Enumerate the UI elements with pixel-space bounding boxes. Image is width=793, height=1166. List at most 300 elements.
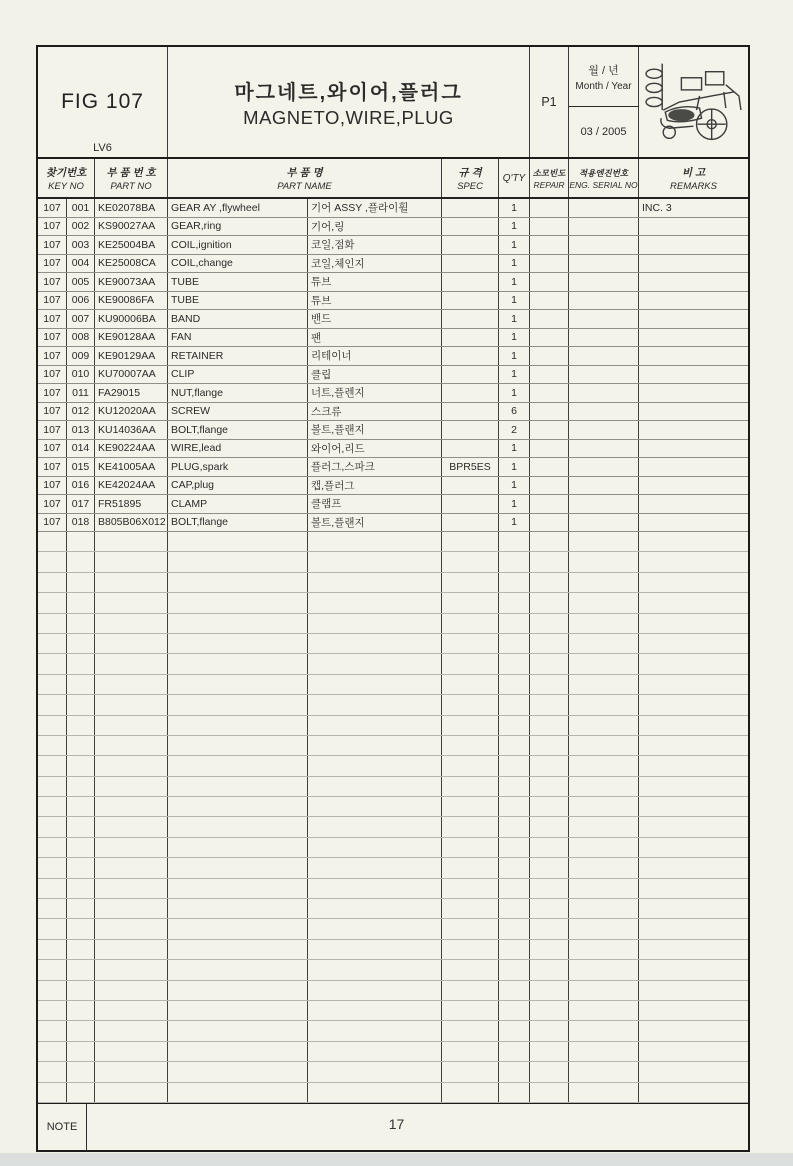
cell-qty (499, 981, 530, 1000)
empty-table-row (38, 654, 748, 674)
cell-key (67, 756, 95, 775)
cell-repair (530, 532, 569, 551)
cell-fig: 107 (38, 514, 67, 532)
cell-eng-serial (569, 273, 639, 291)
cell-spec (442, 514, 499, 532)
cell-repair (530, 273, 569, 291)
cell-part-no: KU14036AA (95, 421, 168, 439)
cell-name-en (168, 1001, 308, 1020)
empty-table-row (38, 552, 748, 572)
cell-fig: 107 (38, 255, 67, 273)
empty-table-row (38, 573, 748, 593)
cell-repair (530, 366, 569, 384)
cell-fig: 107 (38, 329, 67, 347)
cell-name-ko: 너트,플렌지 (308, 384, 442, 402)
cell-name-en (168, 552, 308, 571)
table-row (38, 329, 748, 348)
cell-eng-serial (569, 797, 639, 816)
cell-name-ko (308, 981, 442, 1000)
cell-key: 011 (67, 384, 95, 402)
cell-key (67, 838, 95, 857)
cell-eng-serial (569, 310, 639, 328)
empty-table-row (38, 797, 748, 817)
cell-remarks (639, 879, 748, 898)
cell-key: 007 (67, 310, 95, 328)
cell-key: 010 (67, 366, 95, 384)
cell-key (67, 593, 95, 612)
cell-spec (442, 716, 499, 735)
cell-name-ko (308, 899, 442, 918)
empty-table-row (38, 1001, 748, 1021)
cell-spec (442, 199, 499, 217)
cell-part-no: KE90073AA (95, 273, 168, 291)
cell-remarks (639, 899, 748, 918)
cell-qty (499, 858, 530, 877)
table-row (38, 384, 748, 403)
col-header-eng-serial-korean: 적용엔진번호 (578, 167, 629, 178)
cell-remarks (639, 440, 748, 458)
cell-name-en (168, 899, 308, 918)
cell-repair (530, 199, 569, 217)
cell-name-ko (308, 654, 442, 673)
cell-name-ko (308, 614, 442, 633)
cell-name-ko (308, 919, 442, 938)
cell-part-no: FA29015 (95, 384, 168, 402)
title-cell (168, 47, 530, 157)
cell-fig (38, 1042, 67, 1061)
cell-fig: 107 (38, 440, 67, 458)
cell-key (67, 879, 95, 898)
cell-qty (499, 736, 530, 755)
cell-name-en (168, 634, 308, 653)
cell-part-no (95, 1001, 168, 1020)
cell-key (67, 817, 95, 836)
cell-fig (38, 817, 67, 836)
cell-fig (38, 614, 67, 633)
cell-qty (499, 573, 530, 592)
cell-part-no: KE25004BA (95, 236, 168, 254)
cell-name-en (168, 1042, 308, 1061)
cell-part-no: KE41005AA (95, 458, 168, 476)
cell-name-en: COIL,change (168, 255, 308, 273)
cell-qty (499, 879, 530, 898)
cell-key: 017 (67, 495, 95, 513)
cell-repair (530, 960, 569, 979)
cell-qty: 1 (499, 347, 530, 365)
cell-qty (499, 1001, 530, 1020)
cell-name-en: COIL,ignition (168, 236, 308, 254)
cell-fig: 107 (38, 199, 67, 217)
cell-fig: 107 (38, 384, 67, 402)
col-header-eng-serial-english: ENG. SERIAL NO (569, 179, 638, 190)
cell-spec (442, 1021, 499, 1040)
cell-spec (442, 736, 499, 755)
cell-spec (442, 777, 499, 796)
cell-fig: 107 (38, 273, 67, 291)
cell-name-en (168, 858, 308, 877)
cell-eng-serial (569, 654, 639, 673)
cell-fig (38, 675, 67, 694)
cell-name-en (168, 614, 308, 633)
cell-key: 013 (67, 421, 95, 439)
cell-key: 008 (67, 329, 95, 347)
cell-eng-serial (569, 695, 639, 714)
parts-table (36, 45, 750, 1152)
cell-eng-serial (569, 614, 639, 633)
cell-name-en (168, 695, 308, 714)
empty-table-row (38, 695, 748, 715)
cell-part-no: KS90027AA (95, 218, 168, 236)
cell-key (67, 695, 95, 714)
cell-name-ko: 기어 ASSY ,플라이휠 (308, 199, 442, 217)
cell-remarks (639, 347, 748, 365)
cell-remarks (639, 255, 748, 273)
cell-qty (499, 940, 530, 959)
cell-name-en (168, 756, 308, 775)
cell-key (67, 675, 95, 694)
cell-spec (442, 440, 499, 458)
cell-key (67, 919, 95, 938)
cell-key (67, 716, 95, 735)
cell-spec (442, 495, 499, 513)
empty-table-row (38, 981, 748, 1001)
month-year-cell (569, 47, 639, 157)
cell-name-en: BOLT,flange (168, 514, 308, 532)
cell-eng-serial (569, 960, 639, 979)
cell-name-ko: 캡,플러그 (308, 477, 442, 495)
cell-eng-serial (569, 199, 639, 217)
cell-qty (499, 899, 530, 918)
cell-spec (442, 384, 499, 402)
cell-spec (442, 879, 499, 898)
cell-repair (530, 329, 569, 347)
cell-name-ko (308, 552, 442, 571)
cell-repair (530, 838, 569, 857)
cell-key (67, 532, 95, 551)
cell-fig (38, 960, 67, 979)
cell-repair (530, 477, 569, 495)
cell-fig (38, 797, 67, 816)
table-row (38, 199, 748, 218)
cell-spec (442, 421, 499, 439)
cell-eng-serial (569, 981, 639, 1000)
cell-part-no: KE25008CA (95, 255, 168, 273)
cell-eng-serial (569, 716, 639, 735)
page-code-cell (530, 47, 569, 157)
empty-table-row (38, 736, 748, 756)
cell-spec (442, 593, 499, 612)
cell-name-ko: 클립 (308, 366, 442, 384)
empty-table-row (38, 879, 748, 899)
cell-name-en (168, 960, 308, 979)
empty-table-row (38, 1042, 748, 1062)
cell-qty (499, 817, 530, 836)
cell-qty: 1 (499, 218, 530, 236)
cell-part-no (95, 573, 168, 592)
cell-remarks (639, 552, 748, 571)
cell-key (67, 1062, 95, 1081)
cell-key: 014 (67, 440, 95, 458)
cell-qty: 1 (499, 477, 530, 495)
cell-repair (530, 236, 569, 254)
cell-name-ko (308, 1062, 442, 1081)
cell-qty (499, 634, 530, 653)
cell-fig (38, 593, 67, 612)
cell-eng-serial (569, 495, 639, 513)
cell-name-en (168, 654, 308, 673)
cell-name-ko (308, 940, 442, 959)
cell-remarks (639, 1001, 748, 1020)
cell-name-ko (308, 777, 442, 796)
cell-part-no: KE42024AA (95, 477, 168, 495)
cell-name-en (168, 879, 308, 898)
cell-qty (499, 1021, 530, 1040)
cell-fig (38, 1062, 67, 1081)
col-header-qty (499, 159, 530, 197)
cell-fig (38, 777, 67, 796)
cell-name-en: TUBE (168, 292, 308, 310)
cell-repair (530, 440, 569, 458)
cell-spec (442, 532, 499, 551)
cell-name-en (168, 777, 308, 796)
cell-repair (530, 797, 569, 816)
cell-key (67, 736, 95, 755)
col-header-part-no-english: PART NO (110, 180, 152, 192)
cell-eng-serial (569, 477, 639, 495)
cell-remarks (639, 981, 748, 1000)
cell-remarks (639, 218, 748, 236)
cell-key: 002 (67, 218, 95, 236)
month-year-english: Month / Year (575, 80, 632, 92)
cell-remarks (639, 858, 748, 877)
cell-part-no (95, 614, 168, 633)
cell-qty: 1 (499, 495, 530, 513)
cell-qty: 2 (499, 421, 530, 439)
cell-part-no (95, 532, 168, 551)
col-header-repair-english: REPAIR (533, 179, 565, 190)
cell-part-no: KU70007AA (95, 366, 168, 384)
cell-fig (38, 981, 67, 1000)
cell-fig: 107 (38, 458, 67, 476)
col-header-spec-english: SPEC (457, 180, 483, 192)
cell-remarks (639, 495, 748, 513)
cell-eng-serial (569, 940, 639, 959)
cell-fig (38, 838, 67, 857)
empty-table-row (38, 899, 748, 919)
cell-name-en (168, 675, 308, 694)
cell-spec (442, 255, 499, 273)
cell-fig: 107 (38, 310, 67, 328)
cell-part-no (95, 1083, 168, 1102)
cell-spec (442, 675, 499, 694)
cell-remarks (639, 797, 748, 816)
cell-spec (442, 919, 499, 938)
month-year-labels (569, 47, 638, 107)
cell-spec (442, 797, 499, 816)
cell-fig: 107 (38, 477, 67, 495)
cell-name-ko: 스크류 (308, 403, 442, 421)
empty-table-row (38, 817, 748, 837)
cell-spec (442, 614, 499, 633)
cell-spec (442, 756, 499, 775)
cell-name-ko (308, 1021, 442, 1040)
cell-eng-serial (569, 675, 639, 694)
cell-repair (530, 1062, 569, 1081)
empty-table-row (38, 960, 748, 980)
cell-spec (442, 236, 499, 254)
cell-spec (442, 858, 499, 877)
table-row (38, 440, 748, 459)
cell-repair (530, 736, 569, 755)
cell-name-ko (308, 634, 442, 653)
col-header-remarks (639, 159, 748, 197)
cell-part-no (95, 552, 168, 571)
cell-qty: 1 (499, 292, 530, 310)
empty-table-row (38, 858, 748, 878)
col-header-qty-label: Q'TY (502, 172, 526, 184)
cell-name-en: FAN (168, 329, 308, 347)
empty-table-row (38, 593, 748, 613)
cell-key (67, 1001, 95, 1020)
cell-repair (530, 777, 569, 796)
cell-part-no (95, 695, 168, 714)
cell-qty (499, 1083, 530, 1102)
cell-repair (530, 292, 569, 310)
cell-name-en: CAP,plug (168, 477, 308, 495)
cell-remarks: INC. 3 (642, 201, 672, 214)
cell-key: 005 (67, 273, 95, 291)
cell-eng-serial (569, 634, 639, 653)
cell-name-ko (308, 838, 442, 857)
cell-spec (442, 477, 499, 495)
page-code: P1 (541, 95, 557, 109)
cell-part-no: KU12020AA (95, 403, 168, 421)
cell-qty (499, 654, 530, 673)
cell-qty (499, 532, 530, 551)
cell-key (67, 552, 95, 571)
cell-fig (38, 1021, 67, 1040)
table-row (38, 366, 748, 385)
cell-part-no (95, 654, 168, 673)
cell-name-ko: 볼트,플랜지 (308, 514, 442, 532)
cell-remarks (639, 1021, 748, 1040)
cell-repair (530, 756, 569, 775)
cell-name-en: RETAINER (168, 347, 308, 365)
cell-remarks (639, 634, 748, 653)
cell-spec (442, 981, 499, 1000)
col-header-key-no-english: KEY NO (48, 180, 84, 192)
col-header-key-no (38, 159, 95, 197)
cell-key: 012 (67, 403, 95, 421)
table-row (38, 310, 748, 329)
cell-fig: 107 (38, 366, 67, 384)
cell-eng-serial (569, 218, 639, 236)
cell-name-en (168, 1083, 308, 1102)
empty-table-row (38, 1083, 748, 1103)
cell-key: 006 (67, 292, 95, 310)
cell-fig (38, 695, 67, 714)
cell-name-en (168, 817, 308, 836)
cell-remarks (639, 777, 748, 796)
cell-fig (38, 573, 67, 592)
cell-eng-serial (569, 255, 639, 273)
cell-name-en: SCREW (168, 403, 308, 421)
cell-eng-serial (569, 440, 639, 458)
cell-eng-serial (569, 458, 639, 476)
cell-part-no: KE90224AA (95, 440, 168, 458)
cell-eng-serial (569, 817, 639, 836)
cell-spec (442, 1083, 499, 1102)
col-header-part-no (95, 159, 168, 197)
cell-qty: 1 (499, 366, 530, 384)
cell-name-ko (308, 756, 442, 775)
cell-eng-serial (569, 593, 639, 612)
cell-name-ko (308, 675, 442, 694)
cell-part-no: FR51895 (95, 495, 168, 513)
cell-eng-serial (569, 421, 639, 439)
cell-spec (442, 1042, 499, 1061)
month-year-korean: 월 / 년 (588, 64, 619, 77)
col-header-part-name (168, 159, 442, 197)
cell-name-ko (308, 695, 442, 714)
cell-qty (499, 675, 530, 694)
cell-repair (530, 573, 569, 592)
cell-qty (499, 593, 530, 612)
cell-qty: 1 (499, 329, 530, 347)
cell-qty: 1 (499, 514, 530, 532)
cell-eng-serial (569, 1001, 639, 1020)
cell-spec (442, 1062, 499, 1081)
cell-key: 004 (67, 255, 95, 273)
cell-repair (530, 879, 569, 898)
cell-repair (530, 255, 569, 273)
table-row (38, 292, 748, 311)
cell-fig (38, 879, 67, 898)
cell-name-ko: 클램프 (308, 495, 442, 513)
cell-part-no (95, 1042, 168, 1061)
cell-remarks (639, 593, 748, 612)
cell-spec (442, 292, 499, 310)
cell-remarks (639, 273, 748, 291)
cell-qty: 1 (499, 273, 530, 291)
cell-remarks (639, 736, 748, 755)
cell-eng-serial (569, 879, 639, 898)
cell-part-no (95, 756, 168, 775)
col-header-repair-korean: 소모빈도 (532, 167, 566, 178)
col-header-part-name-english: PART NAME (277, 180, 332, 192)
cell-remarks (639, 310, 748, 328)
empty-table-row (38, 1021, 748, 1041)
cell-spec (442, 899, 499, 918)
cell-key (67, 960, 95, 979)
cell-repair (530, 458, 569, 476)
cell-key (67, 981, 95, 1000)
cell-part-no (95, 960, 168, 979)
cell-qty (499, 919, 530, 938)
cell-remarks (639, 695, 748, 714)
cell-repair (530, 817, 569, 836)
cell-name-en (168, 573, 308, 592)
cell-repair (530, 1042, 569, 1061)
cell-key (67, 1021, 95, 1040)
cell-repair (530, 695, 569, 714)
cell-part-no (95, 838, 168, 857)
cell-key (67, 654, 95, 673)
cell-part-no (95, 593, 168, 612)
cell-eng-serial (569, 384, 639, 402)
cell-name-ko: 팬 (308, 329, 442, 347)
cell-name-ko (308, 797, 442, 816)
